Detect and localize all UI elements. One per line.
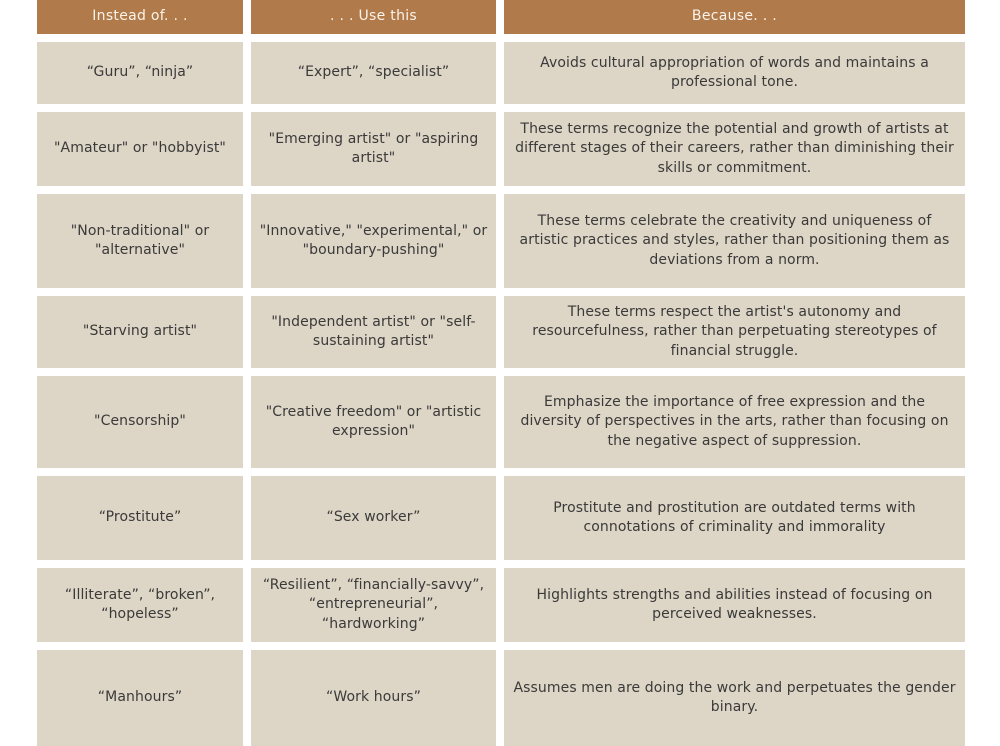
row-1-because: Avoids cultural appropriation of words and maintains a professional tone. (504, 42, 965, 104)
row-4-use: "Independent artist" or "self-sustaining artist" (251, 296, 496, 368)
row-8-instead: “Manhours” (37, 650, 243, 746)
terminology-table (37, 0, 965, 746)
header-instead-of-label: Instead of. . . (92, 8, 188, 25)
row-8-use: “Work hours” (251, 650, 496, 746)
row-8-because: Assumes men are doing the work and perpetuates the gender binary. (504, 650, 965, 746)
header-instead-of (37, 0, 243, 34)
row-1-instead: “Guru”, “ninja” (37, 42, 243, 104)
row-6-instead: “Prostitute” (37, 476, 243, 560)
row-2-use: "Emerging artist" or "aspiring artist" (251, 112, 496, 186)
row-5-instead: "Censorship" (37, 376, 243, 468)
row-2-instead: "Amateur" or "hobbyist" (37, 112, 243, 186)
header-use-this-label: . . . Use this (329, 8, 418, 25)
row-7-use: “Resilient”, “financially-savvy”, “entrepreneurial”, “hardworking” (251, 568, 496, 642)
row-3-because: These terms celebrate the creativity and uniqueness of artistic practices and styles, rather than positioning them as deviations from a norm. (504, 194, 965, 288)
header-because-label: Because. . . (691, 8, 778, 25)
row-3-use: "Innovative," "experimental," or "boundary-pushing" (251, 194, 496, 288)
row-4-instead: "Starving artist" (37, 296, 243, 368)
row-5-because: Emphasize the importance of free expression and the diversity of perspectives in the arts, rather than focusing on the negative aspect of suppression. (504, 376, 965, 468)
row-2-because: These terms recognize the potential and growth of artists at different stages of their careers, rather than diminishing their skills or commitment. (504, 112, 965, 186)
header-because (504, 0, 965, 34)
row-1-use: “Expert”, “specialist” (251, 42, 496, 104)
header-use-this (251, 0, 496, 34)
row-3-instead: "Non-traditional" or "alternative" (37, 194, 243, 288)
row-7-instead: “Illiterate”, “broken”, “hopeless” (37, 568, 243, 642)
row-7-because: Highlights strengths and abilities instead of focusing on perceived weaknesses. (504, 568, 965, 642)
row-4-because: These terms respect the artist's autonomy and resourcefulness, rather than perpetuating stereotypes of financial struggle. (504, 296, 965, 368)
row-5-use: "Creative freedom" or "artistic expression" (251, 376, 496, 468)
row-6-because: Prostitute and prostitution are outdated terms with connotations of criminality and immorality (504, 476, 965, 560)
row-6-use: “Sex worker” (251, 476, 496, 560)
